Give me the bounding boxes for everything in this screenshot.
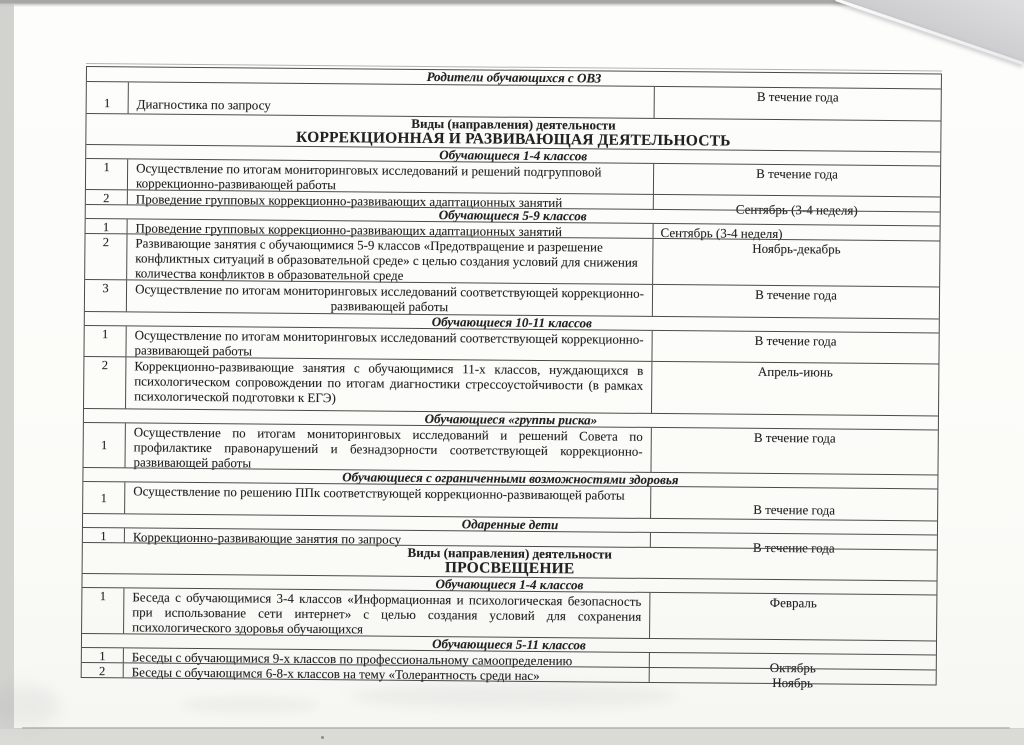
schedule-table xyxy=(81,66,942,691)
timing-cell xyxy=(651,362,938,416)
activity-cell-text: Осуществление по итогам мониторинговых исследований и решений подгрупповой коррекционно-развивающей работы xyxy=(135,160,602,193)
row-number-cell xyxy=(83,528,125,542)
scanner-edge-bottom xyxy=(0,729,1024,745)
table-row xyxy=(82,587,936,640)
activity-cell xyxy=(124,663,649,682)
row-number-cell-text: 1 xyxy=(101,438,108,453)
activity-cell-text: Коррекционно-развивающие занятия с обучающимися 11-х классов, нуждающихся в психологическом сопровождении по итогам диагностики стрессоустойчивости (в рамках психологической подготовки к ЕГЭ) xyxy=(134,358,644,406)
row-number-cell xyxy=(86,190,128,204)
row-number-cell xyxy=(82,588,124,633)
row-number-cell-text: 2 xyxy=(103,191,110,206)
table-row xyxy=(84,356,938,415)
activity-cell xyxy=(125,423,650,472)
timing-cell xyxy=(652,239,939,287)
activity-cell-text: Проведение групповых коррекционно-развивающих адаптационных занятий xyxy=(135,191,563,211)
row-number-cell-text: 2 xyxy=(102,235,110,250)
activity-cell xyxy=(129,82,654,118)
row-number-cell-text: 1 xyxy=(99,589,107,604)
row-number-cell xyxy=(86,219,128,233)
timing-cell-text: Февраль xyxy=(769,594,817,611)
row-number-cell-text: 2 xyxy=(101,358,109,373)
activity-cell xyxy=(128,159,653,194)
timing-cell-text: Октябрь xyxy=(769,659,816,676)
activity-cell-text: Диагностика по запросу xyxy=(136,96,271,113)
activity-cell xyxy=(126,326,651,361)
row-number-cell-text: 1 xyxy=(102,220,110,235)
section-title: Обучающиеся 10-11 классов xyxy=(431,314,592,331)
category-header-line: Виды (направления) деятельности xyxy=(407,544,612,562)
row-number-cell xyxy=(87,82,129,113)
timing-cell-text: В течение года xyxy=(752,539,835,556)
section-title: Обучающиеся «группы риска» xyxy=(424,410,598,428)
timing-cell xyxy=(654,87,941,121)
timing-cell-text: В течение года xyxy=(755,286,838,303)
timing-cell-text: В течение года xyxy=(753,501,836,518)
row-number-cell-text: 1 xyxy=(99,649,106,664)
timing-cell xyxy=(651,331,938,364)
timing-cell xyxy=(653,164,940,197)
activity-cell xyxy=(124,588,649,638)
row-number-cell xyxy=(84,423,126,467)
row-number-cell-text: 1 xyxy=(103,96,111,111)
row-number-cell-text: 1 xyxy=(100,529,107,544)
activity-cell-text: Беседы с обучающимся 6-8-х классов на тему «Толерантность среди нас» xyxy=(131,664,540,683)
row-number-cell-text: 1 xyxy=(100,490,107,505)
timing-cell-text: Апрель-июнь xyxy=(757,363,833,380)
activity-cell xyxy=(127,234,652,284)
row-number-cell xyxy=(84,326,126,356)
activity-cell-text: Осуществление по итогам мониторинговых исследований соответствующей коррекционно-развивающей работы xyxy=(135,281,645,315)
category-header-line: Виды (направления) деятельности xyxy=(411,115,616,133)
row-number-cell-text: 3 xyxy=(102,281,109,296)
scan-smudge xyxy=(350,683,680,709)
timing-cell-text: В течение года xyxy=(753,429,836,446)
row-number-cell xyxy=(82,663,124,677)
section-title: Обучающиеся 5-11 классов xyxy=(432,636,586,653)
row-number-cell-text: 2 xyxy=(99,664,106,679)
row-number-cell xyxy=(85,280,127,311)
timing-cell-text: Ноябрь-декабрь xyxy=(752,240,841,257)
timing-cell-text: Сентябрь (3-4 неделя) xyxy=(735,201,858,218)
row-number-cell xyxy=(86,159,128,189)
activity-cell-text: Осуществление по решению ППк соответствующей коррекционно-развивающей работы xyxy=(133,483,625,503)
section-title: Родители обучающихся с ОВЗ xyxy=(426,68,602,86)
timing-cell-text: Ноябрь xyxy=(772,675,814,691)
timing-cell xyxy=(650,428,937,475)
section-title: Обучающиеся 1-4 классов xyxy=(435,576,584,593)
activity-cell xyxy=(126,357,651,413)
row-number-cell xyxy=(84,357,126,408)
category-header-line: ПРОСВЕЩЕНИЕ xyxy=(444,559,575,578)
section-title: Обучающиеся с ограниченными возможностями здоровья xyxy=(342,469,679,488)
row-number-cell xyxy=(83,482,125,513)
timing-cell-text: В течение года xyxy=(756,165,839,182)
row-number-cell xyxy=(85,234,127,279)
scan-smudge xyxy=(180,697,320,713)
activity-cell xyxy=(127,280,652,316)
activity-cell-text: Проведение групповых коррекционно-развивающих адаптационных занятий xyxy=(135,220,563,240)
activity-cell-text: Осуществление по итогам мониторинговых исследований и решений Совета по профилактике правонарушений и безнадзорности соответствующей коррекционно-развивающей работы xyxy=(133,424,643,471)
section-title: Обучающиеся 1-4 классов xyxy=(439,147,588,164)
timing-cell-text: Сентябрь (3-4 неделя) xyxy=(660,225,783,242)
timing-cell xyxy=(650,487,937,521)
activity-cell-text: Коррекционно-развивающие занятия по запросу xyxy=(132,529,402,547)
activity-cell-text: Беседы с обучающимися 9-х классов по профессиональному самоопределению xyxy=(131,649,573,669)
timing-cell-text: В течение года xyxy=(754,332,837,349)
section-title: Обучающиеся 5-9 классов xyxy=(438,207,587,224)
timing-cell xyxy=(652,285,939,319)
scan-speck xyxy=(321,736,324,739)
timing-cell xyxy=(649,668,936,691)
table-row xyxy=(85,233,939,286)
row-number-cell-text: 1 xyxy=(101,327,109,342)
row-number-cell xyxy=(82,648,124,662)
activity-cell-text: Развивающие занятия с обучающимися 5-9 классов «Предотвращение и разрешение конфликтных ситуаций в образовательной среде» с целью создания условий для снижения количества конфликтов в образовательной среде xyxy=(135,235,638,283)
timing-cell xyxy=(649,593,936,641)
activity-cell-text: Осуществление по итогам мониторинговых исследований соответствующей коррекционно-развивающей работы xyxy=(134,327,644,359)
timing-cell-text: В течение года xyxy=(756,88,839,105)
table-row xyxy=(84,422,938,474)
row-number-cell-text: 1 xyxy=(103,160,110,175)
activity-cell xyxy=(125,482,650,518)
category-header-line: КОРРЕКЦИОННАЯ И РАЗВИВАЮЩАЯ ДЕЯТЕЛЬНОСТЬ xyxy=(295,128,731,150)
section-title: Одаренные дети xyxy=(461,516,559,533)
activity-cell-text: Беседа с обучающимися 3-4 классов «Информационная и психологическая безопасность при использование сети интернет» с целью создания условий для сохранения психологического здоровья обучающихся xyxy=(132,589,642,637)
